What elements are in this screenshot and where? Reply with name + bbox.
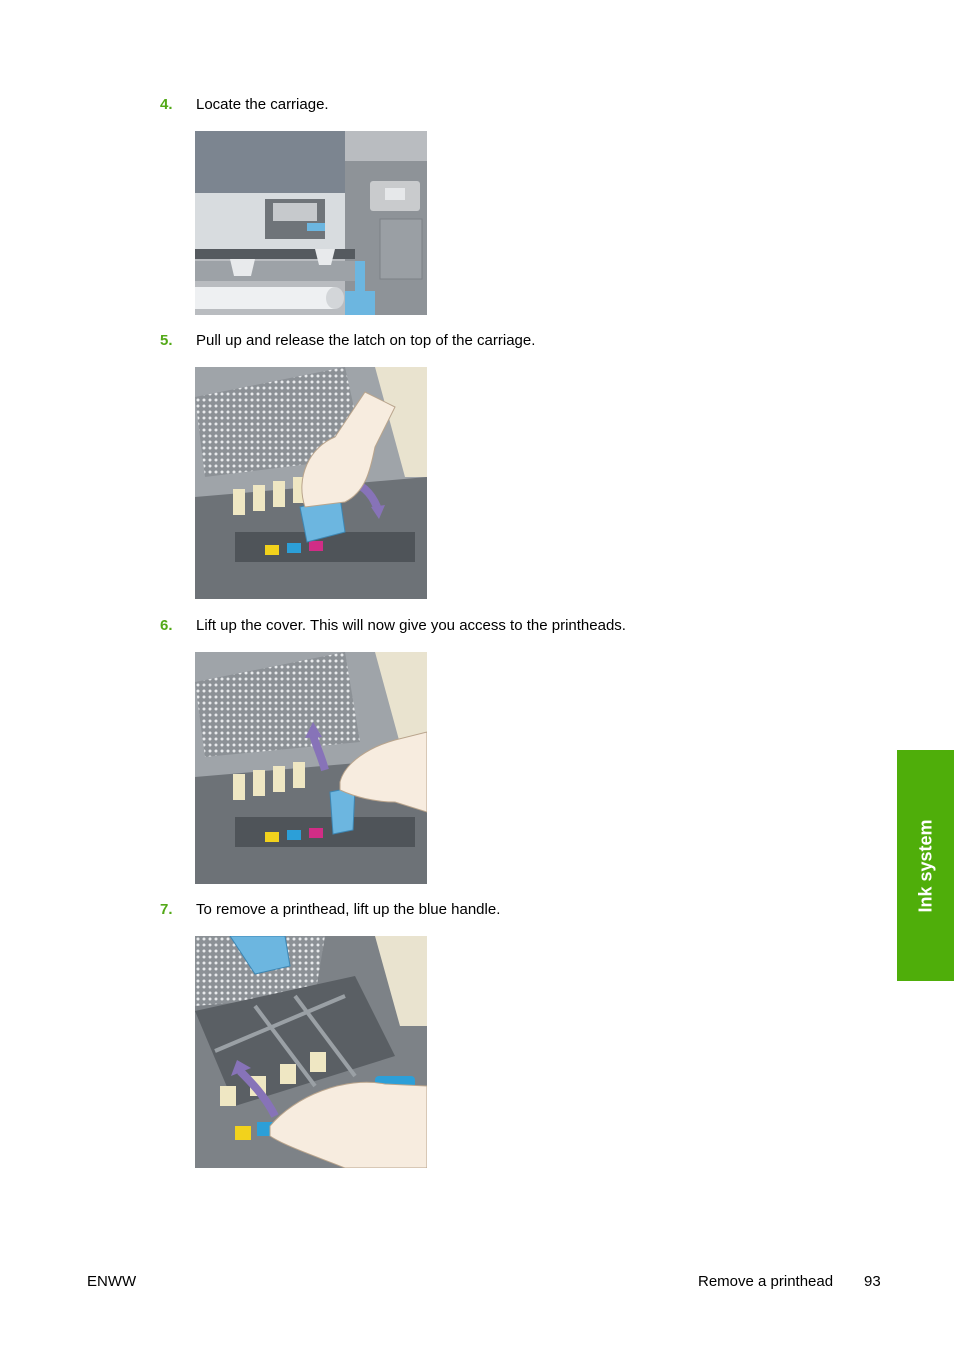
step-5 <box>160 332 535 350</box>
chapter-side-tab-label: Ink system <box>915 818 935 913</box>
figure-locate-carriage <box>195 131 427 315</box>
footer-left: ENWW <box>87 1273 137 1290</box>
step-number: 6. <box>160 617 173 634</box>
figure-lift-handle <box>195 936 427 1168</box>
step-text: Pull up and release the latch on top of the carriage. <box>196 332 536 349</box>
step-text: Lift up the cover. This will now give you access to the printheads. <box>196 617 626 634</box>
step-number: 4. <box>160 96 173 113</box>
step-4 <box>160 96 329 114</box>
step-7 <box>160 901 500 919</box>
step-6 <box>160 617 626 635</box>
footer-section-title: Remove a printhead <box>698 1273 834 1290</box>
step-number: 5. <box>160 332 173 349</box>
footer-page-number: 93 <box>864 1273 881 1290</box>
step-text: Locate the carriage. <box>196 96 329 113</box>
chapter-side-tab <box>897 750 954 981</box>
step-number: 7. <box>160 901 173 918</box>
figure-release-latch <box>195 367 427 599</box>
figure-lift-cover <box>195 652 427 884</box>
step-text: To remove a printhead, lift up the blue handle. <box>196 901 501 918</box>
